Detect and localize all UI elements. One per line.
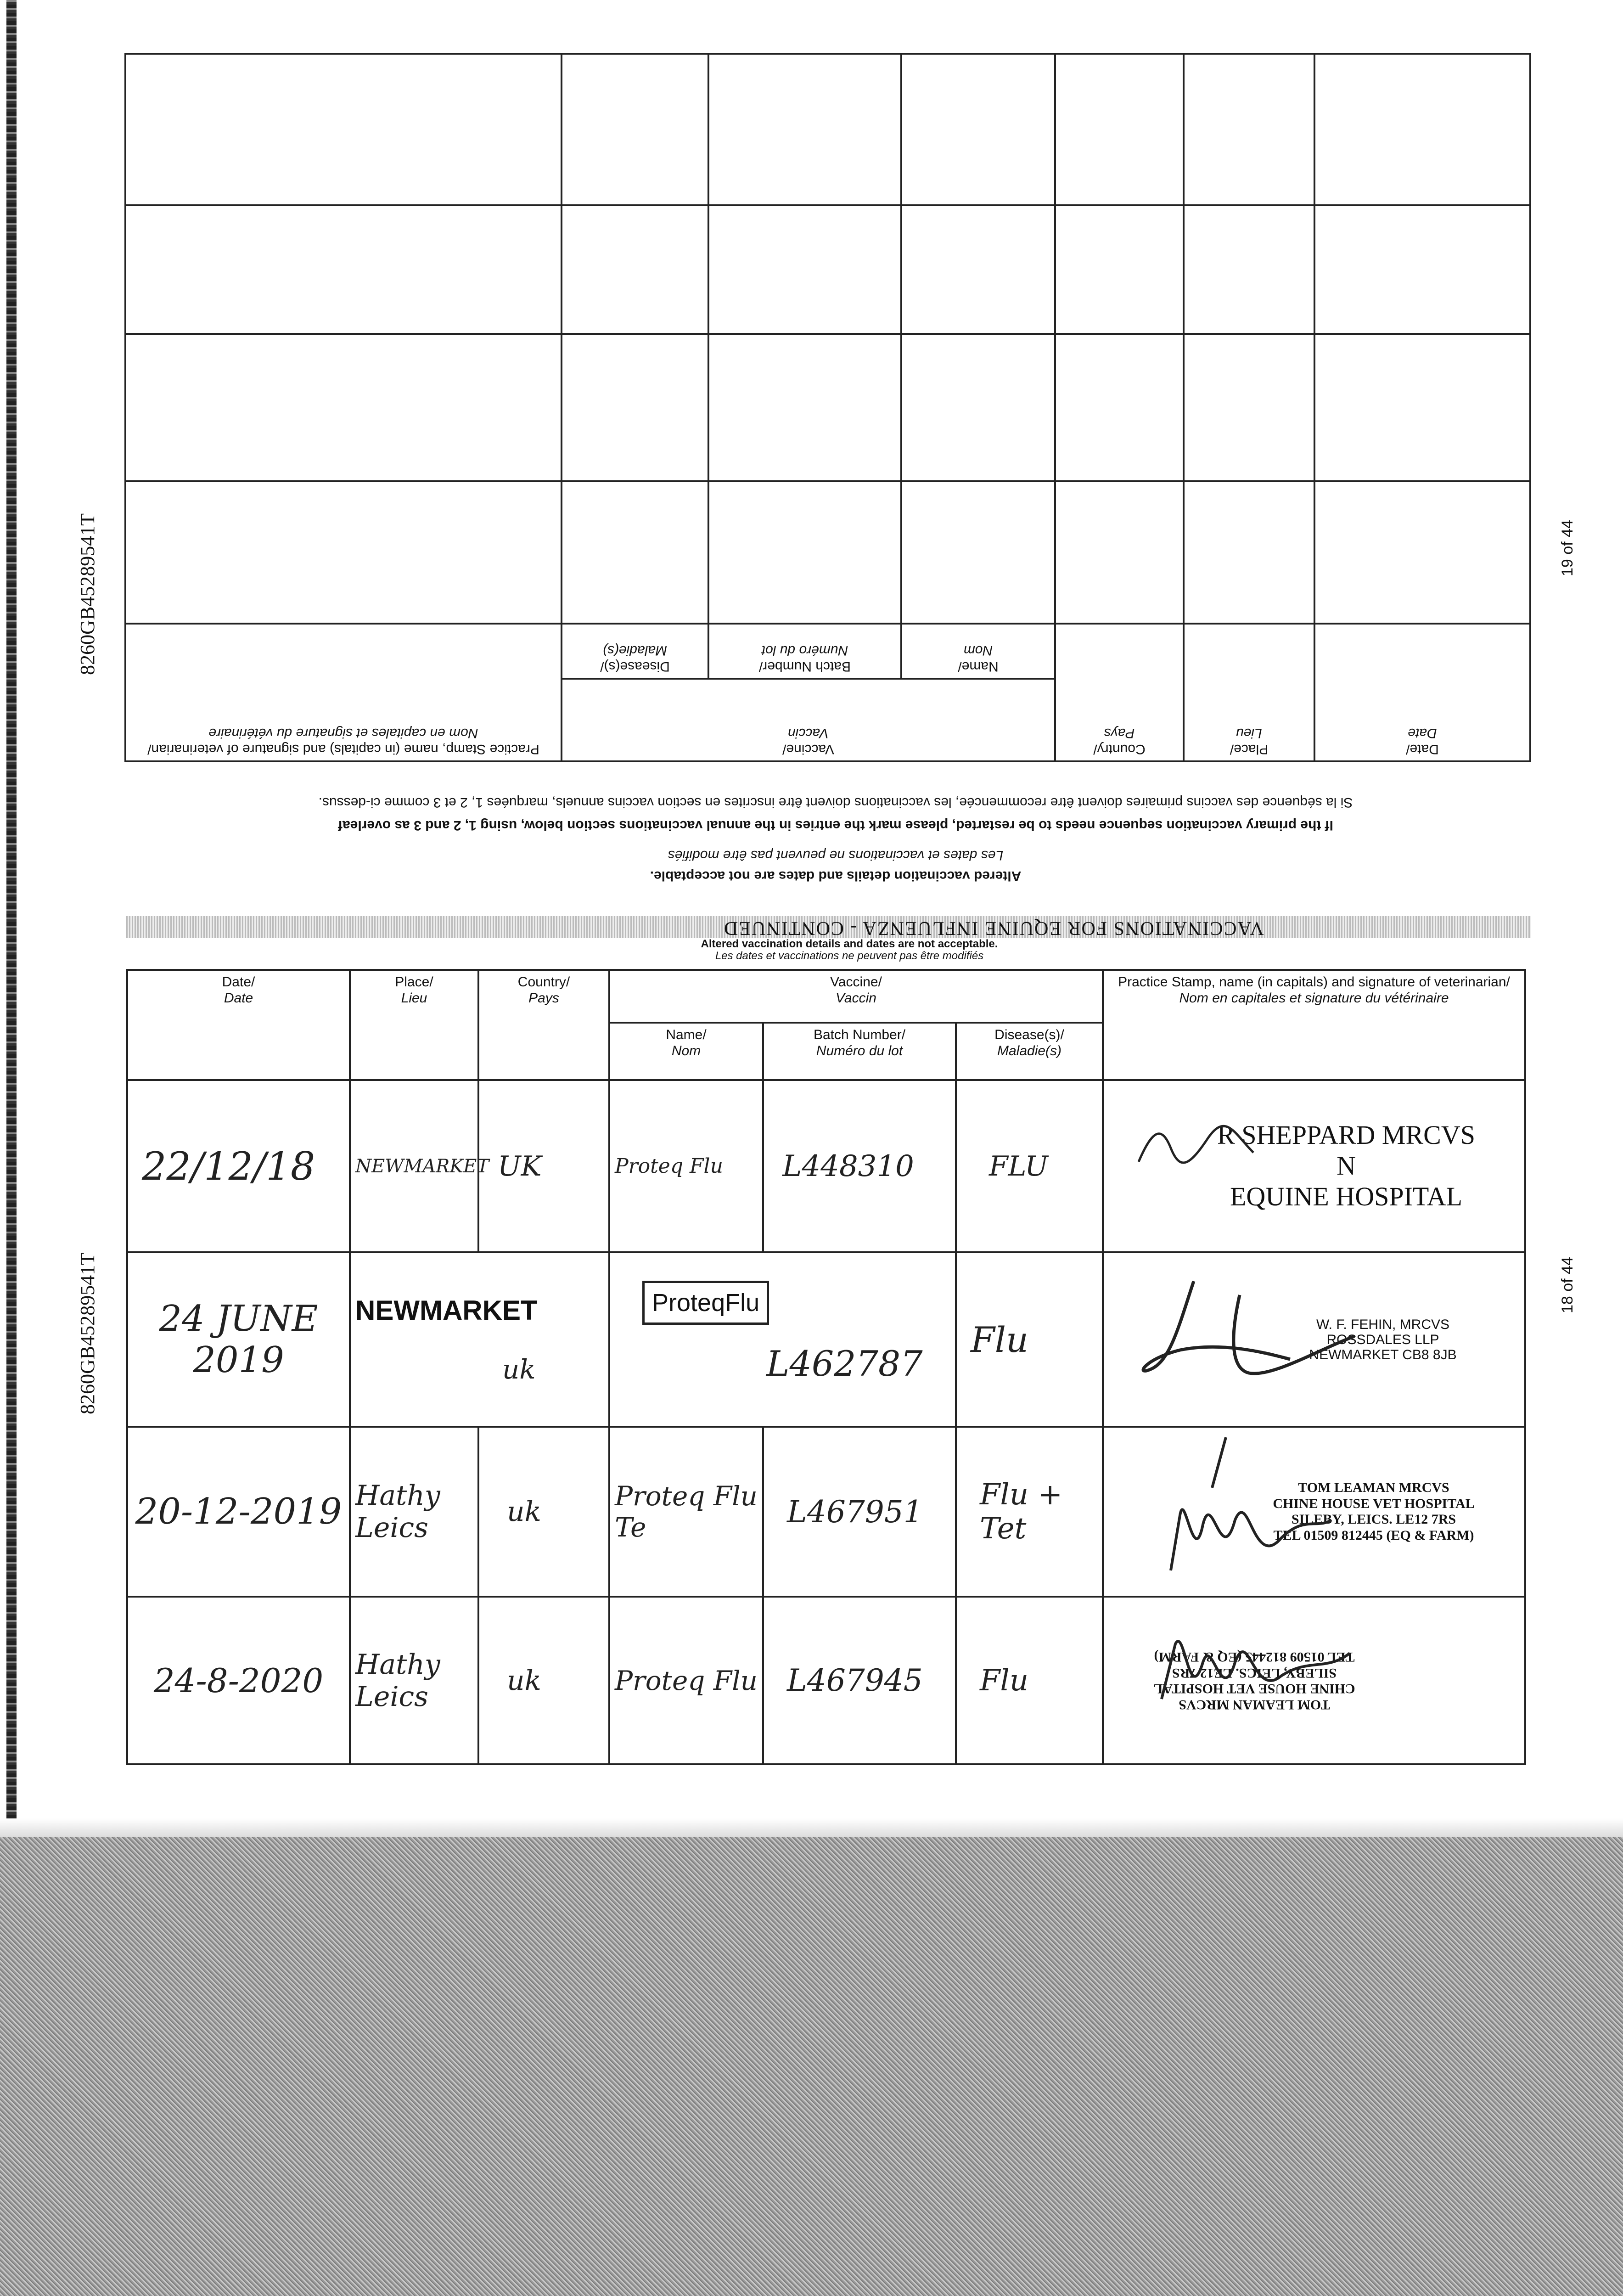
signature-row1 [1134, 1120, 1281, 1185]
vet-stamp: TOM LEAMAN MRCVS CHINE HOUSE VET HOSPITAL SILEBY, LEICS. LE12 7RS TEL 01509 812445 (EQ & FARM) [1273, 1480, 1475, 1543]
page-number-upper: 19 of 44 [1559, 520, 1576, 576]
row-batch: L467945 [787, 1663, 923, 1698]
section-banner [126, 916, 1531, 938]
upper-disease-header: Disease(s)/ Maladie(s) [562, 624, 708, 679]
name-header: Name/ Nom [609, 1023, 763, 1080]
row-country: uk [507, 1496, 541, 1528]
row-place: NEWMARKET [355, 1155, 489, 1177]
vet-stamp: R SHEPPARD MRCVS N EQUINE HOSPITAL [1217, 1120, 1476, 1211]
row-batch: L462787 [766, 1343, 923, 1384]
row-date: 24-8-2020 [153, 1661, 324, 1700]
row-vaccine-name: Proteq Flu Te [615, 1480, 758, 1543]
upper-country-header: Country/ Pays [1055, 624, 1184, 761]
row-disease: Flu + Tet [980, 1478, 1063, 1546]
row-date: 24 JUNE 2019 [159, 1298, 318, 1381]
batch-header: Batch Number/ Numéro du lot [763, 1023, 956, 1080]
signature-row4 [1143, 1607, 1354, 1722]
row-disease: FLU [989, 1150, 1048, 1182]
upper-vaccine-header: Vaccine/ Vaccin [562, 679, 1055, 761]
disease-header: Disease(s)/ Maladie(s) [956, 1023, 1103, 1080]
row-vaccine-name: ProteqFlu [642, 1281, 769, 1325]
row-batch: L467951 [787, 1494, 923, 1530]
row-country: UK [498, 1150, 542, 1182]
table-row [127, 1080, 1525, 1252]
upper-vaccination-table [126, 53, 1531, 762]
vet-stamp: W. F. FEHIN, MRCVS ROSSDALES LLP NEWMARKET CB8 8JB [1309, 1317, 1457, 1362]
signature-row3 [1143, 1433, 1336, 1580]
row-place: Hathy Leics [355, 1480, 440, 1544]
passport-id-lower: 8260GB45289541T [76, 1253, 99, 1414]
row-date: 22/12/18 [142, 1143, 315, 1189]
row-batch: L448310 [782, 1149, 914, 1183]
binding-edge [6, 0, 17, 1947]
vet-header: Practice Stamp, name (in capitals) and signature of veterinarian/ Nom en capitales et signature du vétérinaire [1103, 970, 1525, 1080]
date-header: Date/ Date [127, 970, 350, 1080]
page-number-lower: 18 of 44 [1559, 1257, 1576, 1313]
primary-note-fr: Si la séquence des vaccins primaires doivent être recommencée, les vaccinations doivent être inscrites en section vaccins annuels, marquées 1, 2 et 3 comme ci-dessus. [318, 795, 1353, 810]
row-date: 20-12-2019 [135, 1491, 342, 1532]
scan-background [0, 1837, 1623, 2296]
country-header: Country/ Pays [478, 970, 609, 1080]
banner-title: VACCINATIONS FOR EQUINE INFLUENZA - CONTINUED [723, 917, 1264, 939]
row-vaccine-name: Proteq Flu [615, 1154, 723, 1178]
upper-vet-header: Practice Stamp, name (in capitals) and signature of veterinarian/ Nom en capitales et signature du vétérinaire [125, 624, 562, 761]
altered-note: Altered vaccination details and dates are not acceptable. Les dates et vaccinations ne peuvent pas être modifiés [701, 938, 998, 962]
place-header: Place/ Lieu [350, 970, 478, 1080]
passport-id-upper: 8260GB45289541T [76, 513, 99, 675]
row-disease: Flu [971, 1319, 1028, 1360]
vaccine-header: Vaccine/ Vaccin [609, 970, 1103, 1023]
altered-note-fr-upper: Les dates et vaccinations ne peuvent pas être modifiés [668, 848, 1004, 863]
upper-date-header: Date/ Date [1314, 624, 1530, 761]
row-place: Hathy Leics [355, 1648, 440, 1713]
vet-stamp-inverted: TOM LEAMAN MRCVS CHINE HOUSE VET HOSPITAL SILEBY, LEICS. LE12 7RS TEL 01509 812445 (EQ & FARM) [1153, 1649, 1355, 1712]
row-vaccine-name: Proteq Flu [615, 1665, 758, 1696]
primary-note-en: If the primary vaccination sequence needs to be restarted, please mark the entries in the annual vaccinations section below, using 1, 2 and 3 as overleaf [338, 818, 1333, 833]
upper-batch-header: Batch Number/ Numéro du lot [708, 624, 901, 679]
row-country: uk [502, 1354, 536, 1385]
upper-name-header: Name/ Nom [901, 624, 1055, 679]
row-place: NEWMARKET [355, 1295, 538, 1326]
row-country: uk [507, 1664, 541, 1697]
altered-note-en-upper: Altered vaccination details and dates are not acceptable. [650, 868, 1022, 884]
signature-row2 [1125, 1267, 1364, 1414]
upper-place-header: Place/ Lieu [1184, 624, 1314, 761]
row-disease: Flu [980, 1663, 1029, 1698]
